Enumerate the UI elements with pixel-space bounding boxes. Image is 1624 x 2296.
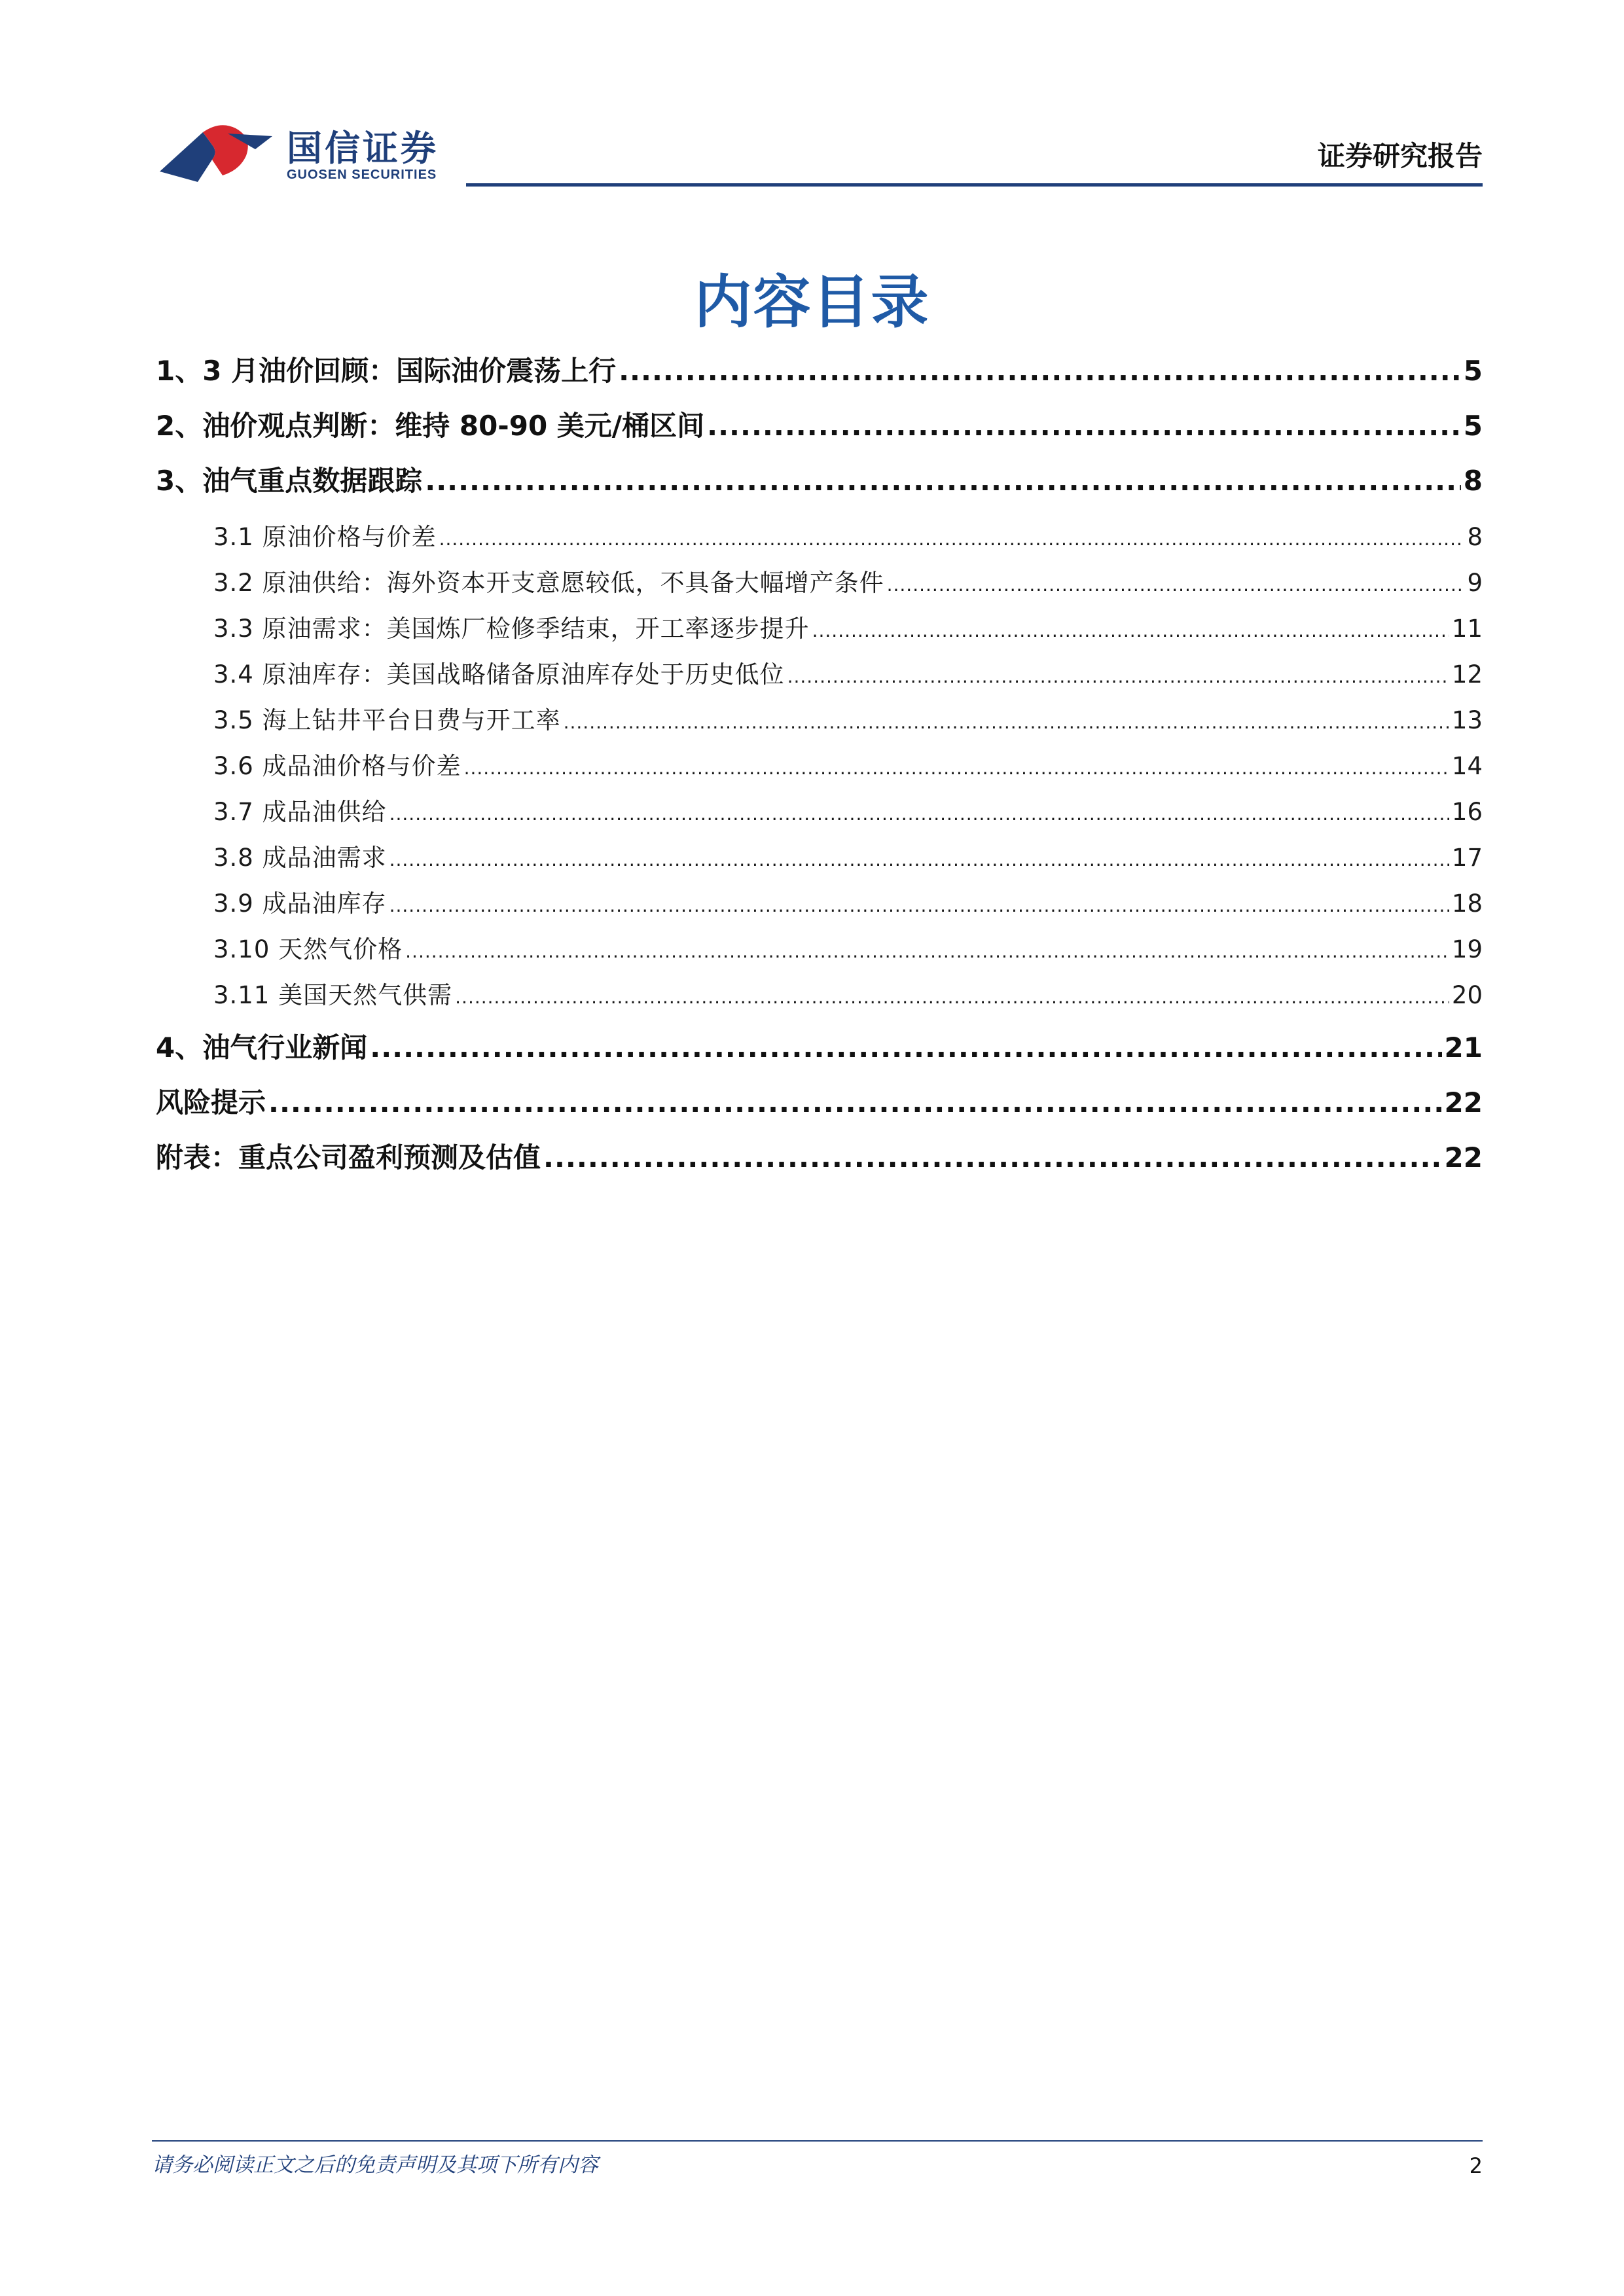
toc-leader-dots <box>389 895 1449 916</box>
toc-entry-page: 11 <box>1451 615 1483 643</box>
toc-entry-3[interactable] <box>156 459 1483 499</box>
report-type-label: 证券研究报告 <box>1317 140 1483 172</box>
toc-leader-dots <box>425 465 1461 497</box>
toc-leader-dots <box>389 803 1449 825</box>
toc-entry-label: 3.4 原油库存：美国战略储备原油库存处于历史低位 <box>213 660 785 689</box>
toc-leader-dots <box>268 1086 1442 1119</box>
toc-entry-page: 14 <box>1451 752 1483 780</box>
toc-leader-dots <box>389 849 1449 870</box>
toc-entry-page: 12 <box>1451 660 1483 689</box>
page-number: 2 <box>1469 2153 1483 2178</box>
toc-entry-page: 22 <box>1444 1141 1483 1174</box>
toc-entry-3-1[interactable] <box>213 517 1483 552</box>
toc-entry-1[interactable] <box>156 350 1483 389</box>
toc-entry-page: 18 <box>1451 889 1483 918</box>
toc-entry-label: 3.9 成品油库存 <box>213 889 387 918</box>
toc-entry-4[interactable] <box>156 1026 1483 1066</box>
toc-entry-page: 20 <box>1451 981 1483 1009</box>
toc-entry-label: 3、油气重点数据跟踪 <box>156 465 423 497</box>
toc-entry-label: 附表：重点公司盈利预测及估值 <box>156 1141 541 1174</box>
toc-entry-page: 8 <box>1467 523 1483 551</box>
toc-entry-label: 3.11 美国天然气供需 <box>213 981 453 1009</box>
toc-leader-dots <box>455 986 1449 1008</box>
toc-entry-appendix[interactable] <box>156 1136 1483 1175</box>
toc-entry-label: 3.5 海上钻井平台日费与开工率 <box>213 706 561 734</box>
logo-chinese-name: 国信证券 <box>287 128 439 169</box>
toc-entry-page: 9 <box>1467 569 1483 597</box>
toc-entry-risk[interactable] <box>156 1081 1483 1121</box>
footer-divider <box>152 2140 1483 2142</box>
footer-disclaimer: 请务必阅读正文之后的免责声明及其项下所有内容 <box>152 2153 598 2177</box>
toc-entry-3-2[interactable] <box>213 563 1483 598</box>
toc-entry-page: 16 <box>1451 798 1483 826</box>
toc-entry-label: 2、油价观点判断：维持 80-90 美元/桶区间 <box>156 410 705 442</box>
toc-entry-3-8[interactable] <box>213 838 1483 873</box>
toc-leader-dots <box>405 941 1449 962</box>
toc-entry-page: 17 <box>1451 844 1483 872</box>
toc-entry-label: 3.1 原油价格与价差 <box>213 523 437 551</box>
toc-leader-dots <box>812 620 1449 641</box>
toc-entry-label: 3.2 原油供给：海外资本开支意愿较低，不具备大幅增产条件 <box>213 569 884 597</box>
toc-entry-page: 21 <box>1444 1031 1483 1064</box>
toc-leader-dots <box>619 355 1461 387</box>
toc-entry-3-11[interactable] <box>213 975 1483 1011</box>
toc-title: 内容目录 <box>694 268 930 336</box>
toc-entry-3-7[interactable] <box>213 792 1483 827</box>
toc-leader-dots <box>543 1141 1442 1174</box>
toc-entry-page: 5 <box>1463 355 1483 387</box>
toc-leader-dots <box>564 711 1449 733</box>
toc-entry-3-5[interactable] <box>213 700 1483 736</box>
toc-entry-label: 3.8 成品油需求 <box>213 844 387 872</box>
toc-leader-dots <box>887 574 1465 596</box>
toc-entry-page: 22 <box>1444 1086 1483 1119</box>
toc-entry-label: 风险提示 <box>156 1086 266 1119</box>
toc-entry-label: 3.3 原油需求：美国炼厂检修季结束，开工率逐步提升 <box>213 615 810 643</box>
toc-entry-3-3[interactable] <box>213 609 1483 644</box>
toc-entry-label: 3.7 成品油供给 <box>213 798 387 826</box>
toc-leader-dots <box>439 528 1465 550</box>
toc-entry-2[interactable] <box>156 404 1483 444</box>
table-of-contents <box>156 0 1483 2296</box>
toc-entry-page: 8 <box>1463 465 1483 497</box>
toc-entry-page: 19 <box>1451 935 1483 963</box>
toc-leader-dots <box>464 757 1449 779</box>
toc-entry-3-9[interactable] <box>213 884 1483 919</box>
toc-entry-3-4[interactable] <box>213 655 1483 690</box>
toc-entry-label: 3.10 天然气价格 <box>213 935 403 963</box>
toc-leader-dots <box>707 410 1461 442</box>
toc-entry-3-6[interactable] <box>213 746 1483 781</box>
toc-entry-page: 5 <box>1463 410 1483 442</box>
toc-leader-dots <box>370 1031 1441 1064</box>
toc-entry-label: 3.6 成品油价格与价差 <box>213 752 461 780</box>
toc-leader-dots <box>787 666 1449 687</box>
toc-entry-3-10[interactable] <box>213 929 1483 965</box>
toc-entry-label: 4、油气行业新闻 <box>156 1031 368 1064</box>
toc-entry-label: 1、3 月油价回顾：国际油价震荡上行 <box>156 355 617 387</box>
logo-english-name: GUOSEN SECURITIES <box>287 168 437 182</box>
toc-entry-page: 13 <box>1451 706 1483 734</box>
